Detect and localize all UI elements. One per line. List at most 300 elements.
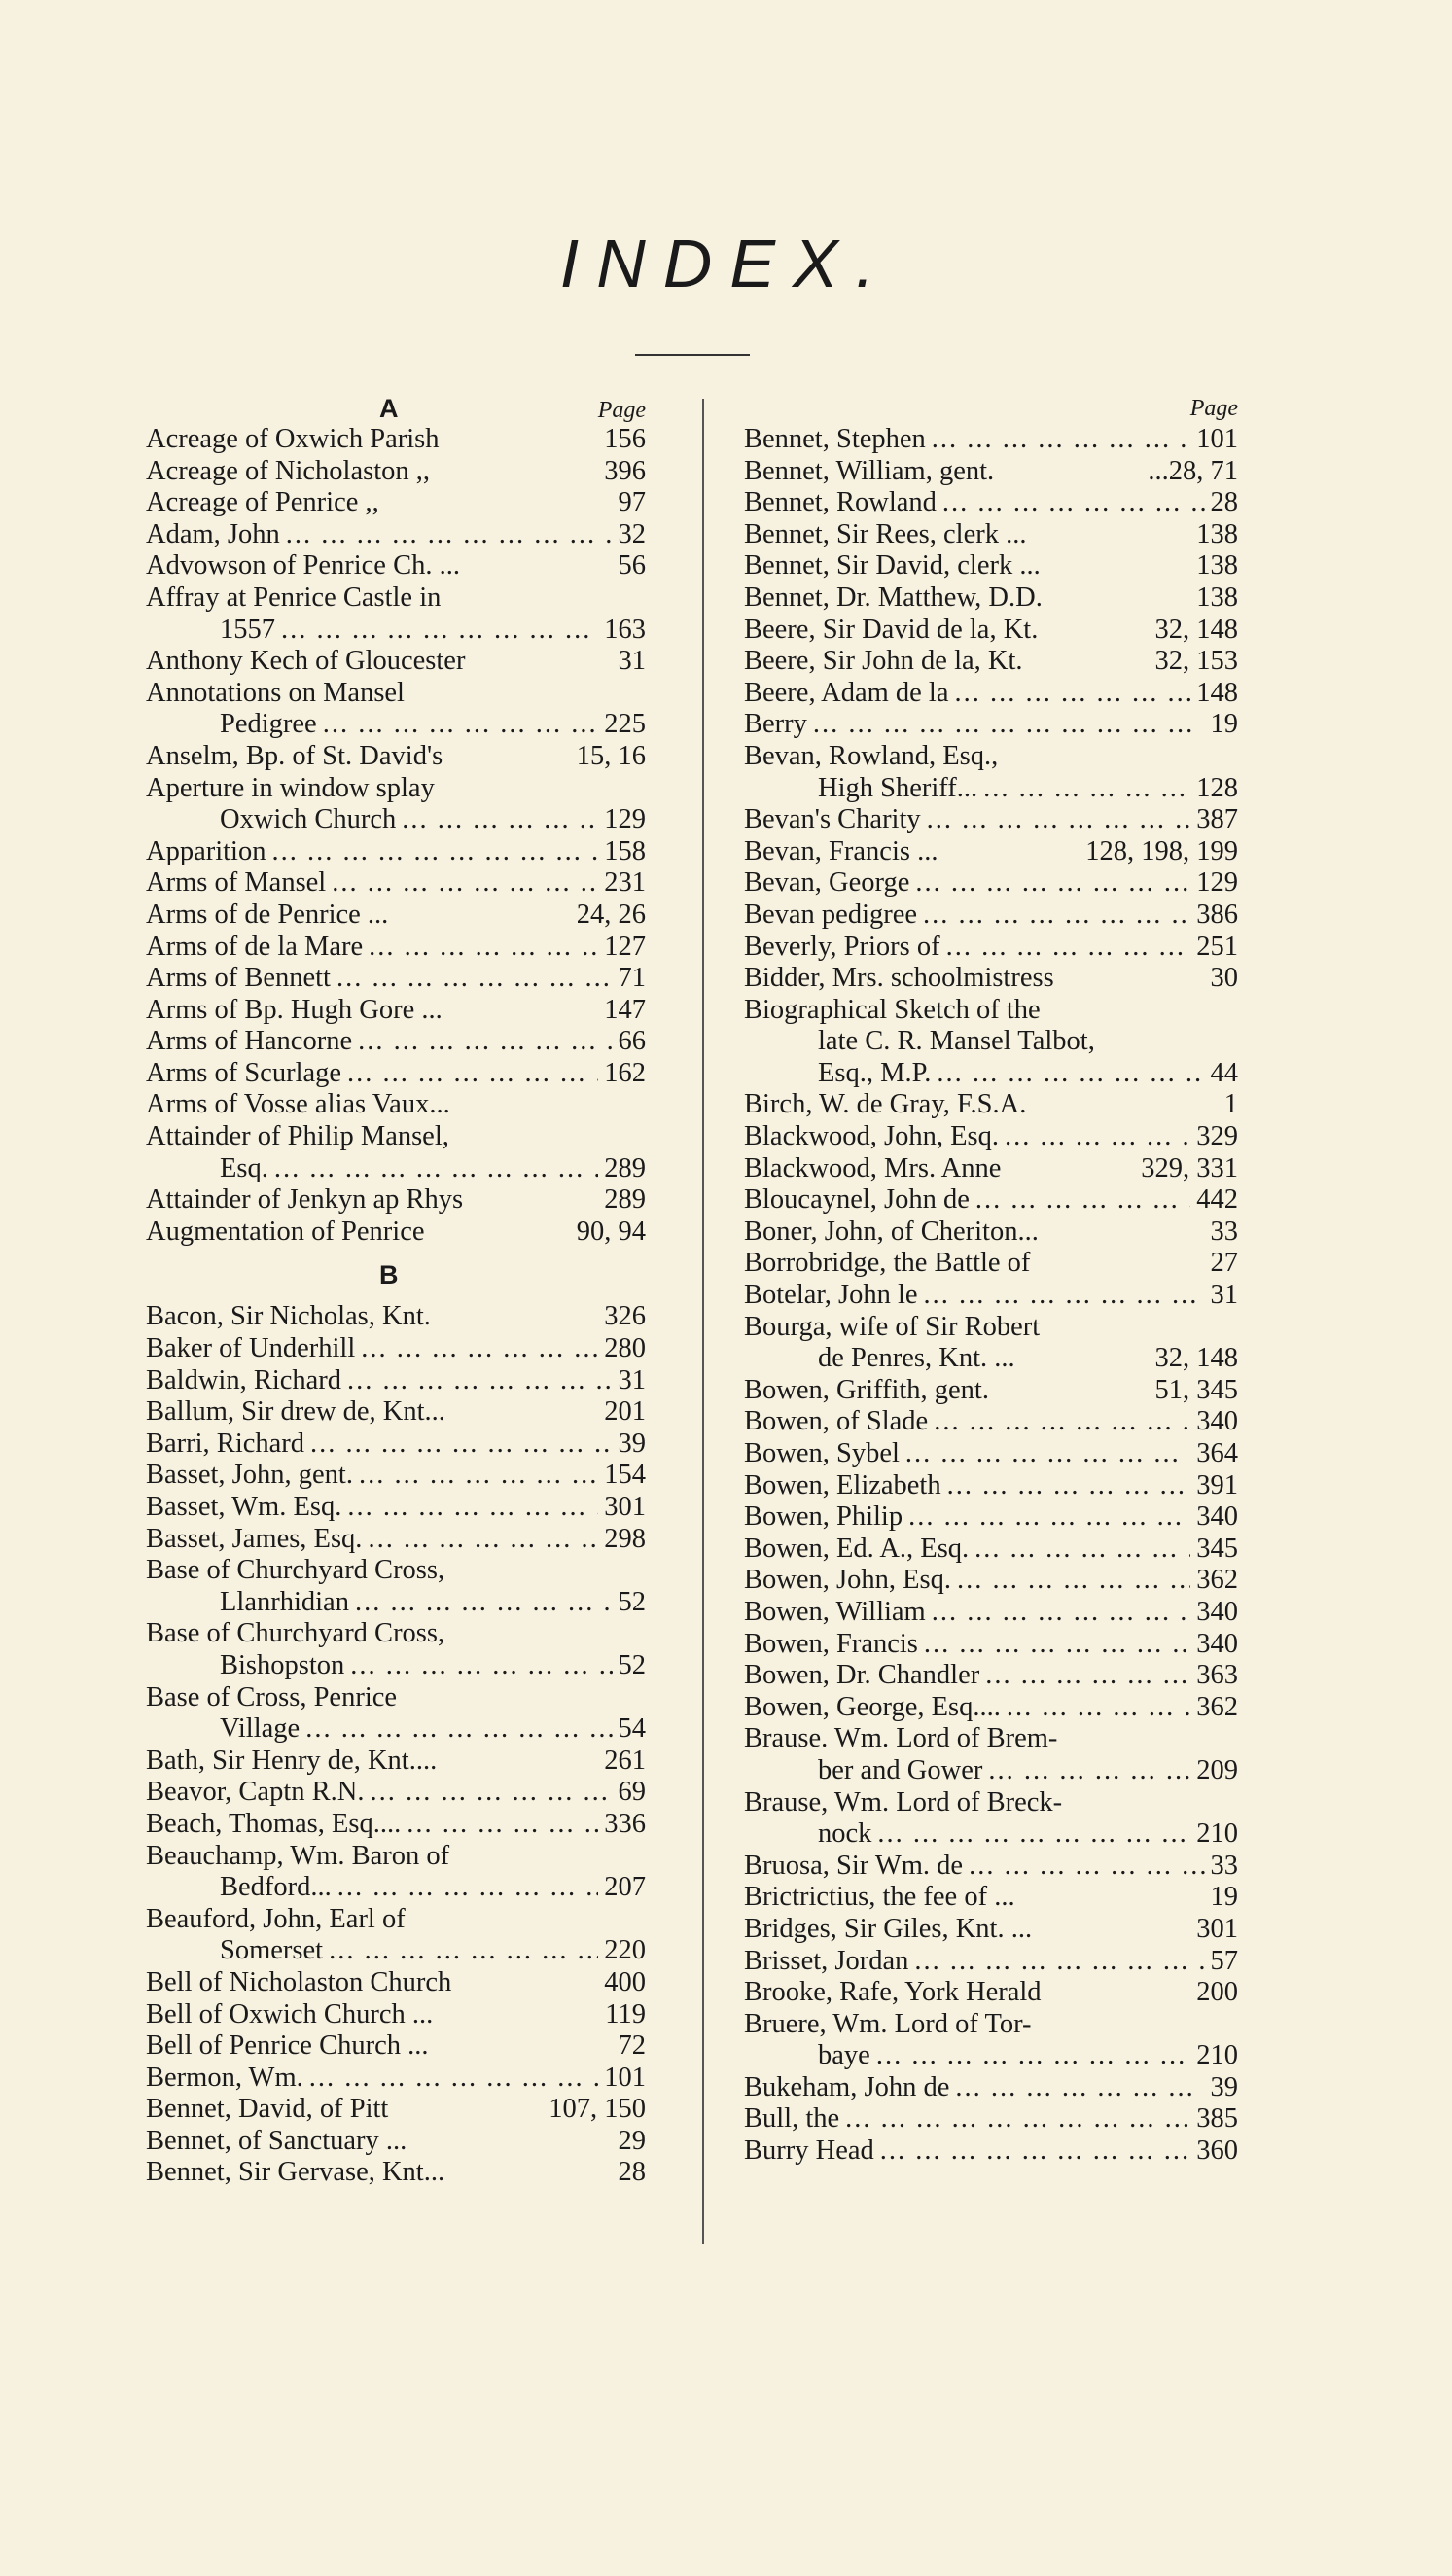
index-entry <box>146 1746 646 1778</box>
index-entry <box>744 1184 1238 1217</box>
title-rule <box>635 354 750 356</box>
right-column-header <box>744 393 1238 424</box>
leader-dots <box>402 804 598 836</box>
index-entry <box>146 1396 646 1429</box>
entry-page: 90, 94 <box>576 1216 646 1247</box>
index-entry <box>744 1787 1238 1819</box>
index-entry <box>146 1682 646 1714</box>
entry-text: Bevan, Rowland, Esq., <box>744 740 999 771</box>
entry-page: 27 <box>1210 1248 1238 1279</box>
entry-text: Baker of Underhill <box>146 1333 356 1364</box>
leader-dots <box>337 1872 598 1904</box>
index-entry <box>146 1026 646 1058</box>
entry-text: Arms of de la Mare <box>146 931 364 962</box>
index-entry <box>744 1375 1238 1407</box>
entry-text: Beere, Sir David de la, Kt. <box>744 614 1039 645</box>
entry-page: 336 <box>604 1808 646 1839</box>
leader-dots <box>988 1755 1190 1787</box>
index-entry <box>744 836 1238 868</box>
entry-page: 345 <box>1196 1533 1238 1564</box>
entry-page: 225 <box>604 709 646 740</box>
entry-page: 289 <box>604 1152 646 1183</box>
index-entry <box>744 804 1238 836</box>
leader-dots <box>350 1650 612 1682</box>
entry-text: Barri, Richard <box>146 1428 305 1459</box>
index-entry <box>146 582 646 615</box>
index-entry <box>744 550 1238 582</box>
entry-text: Bedford... <box>220 1872 332 1903</box>
entry-page: 51, 345 <box>1154 1374 1238 1405</box>
entry-text: Esq. <box>220 1152 268 1183</box>
leader-dots <box>347 1492 598 1524</box>
entry-page: 301 <box>1196 1913 1238 1944</box>
index-entry <box>146 1872 646 1904</box>
leader-dots <box>329 1935 598 1967</box>
leader-dots <box>975 1184 1190 1217</box>
index-entry <box>146 615 646 647</box>
left-column <box>146 393 646 2189</box>
entry-page: 72 <box>618 2030 646 2062</box>
index-entry <box>744 2135 1238 2168</box>
index-entry <box>146 2030 646 2063</box>
entry-page: 340 <box>1196 1406 1238 1437</box>
leader-dots <box>336 963 613 995</box>
leader-dots <box>368 1524 598 1556</box>
entry-text: Basset, John, gent. <box>146 1460 353 1491</box>
leader-dots <box>359 1460 598 1492</box>
entry-text: Beverly, Priors of <box>744 931 940 962</box>
entry-page: 340 <box>1196 1628 1238 1659</box>
index-entry <box>744 1280 1238 1312</box>
entry-page: 19 <box>1210 1882 1238 1913</box>
entry-text: Acreage of Oxwich Parish <box>146 424 440 454</box>
index-entry <box>744 963 1238 995</box>
index-entry <box>146 963 646 995</box>
index-entry <box>744 1121 1238 1153</box>
leader-dots <box>905 1438 1190 1470</box>
entry-page: 138 <box>1196 582 1238 613</box>
entry-text: Attainder of Philip Mansel, <box>146 1121 449 1152</box>
entry-text: Bruosa, Sir Wm. de <box>744 1850 964 1881</box>
entry-text: Biographical Sketch of the <box>744 994 1041 1025</box>
entry-text: Bowen, Ed. A., Esq. <box>744 1533 970 1564</box>
entry-page: 209 <box>1196 1754 1238 1785</box>
leader-dots <box>946 932 1191 964</box>
entry-page: 29 <box>618 2125 646 2156</box>
leader-dots <box>969 1851 1204 1883</box>
entry-text: Beere, Adam de la <box>744 677 949 708</box>
leader-dots <box>369 932 598 964</box>
index-entry <box>146 1121 646 1153</box>
entry-text: Brooke, Rafe, York Herald <box>744 1977 1042 2008</box>
entry-text: Berry <box>744 709 807 740</box>
entry-page: 400 <box>604 1966 646 1997</box>
index-entry <box>146 1524 646 1556</box>
leader-dots <box>927 804 1191 836</box>
index-entry <box>744 709 1238 741</box>
index-entry <box>146 900 646 932</box>
index-entry <box>146 1153 646 1185</box>
entry-page: 31 <box>618 1364 646 1395</box>
index-entry <box>146 1841 646 1873</box>
leader-dots <box>923 900 1190 932</box>
entry-page: 251 <box>1196 931 1238 962</box>
index-entry <box>146 2094 646 2126</box>
leader-dots <box>983 773 1190 805</box>
index-entry <box>146 773 646 805</box>
index-entry <box>146 1460 646 1492</box>
index-entry <box>744 1946 1238 1978</box>
index-entry <box>744 2072 1238 2104</box>
entry-page: 69 <box>618 1777 646 1808</box>
entry-text: Arms of de Penrice ... <box>146 899 389 930</box>
index-entry <box>146 456 646 488</box>
leader-dots <box>1007 1692 1190 1724</box>
entry-page: 386 <box>1196 899 1238 930</box>
entry-page: 128 <box>1196 772 1238 803</box>
entry-page: 261 <box>604 1745 646 1776</box>
index-entry <box>744 773 1238 805</box>
column-divider <box>702 399 704 2244</box>
index-entry <box>744 615 1238 647</box>
entry-text: Esq., M.P. <box>818 1057 932 1088</box>
leader-dots <box>957 1565 1190 1597</box>
index-entry <box>146 487 646 519</box>
entry-text: nock <box>818 1818 872 1850</box>
leader-dots <box>924 1280 1205 1312</box>
entry-page: 129 <box>1196 867 1238 899</box>
index-entry <box>744 1534 1238 1566</box>
index-entry <box>146 646 646 678</box>
leader-dots <box>877 1818 1190 1851</box>
entry-page: 28 <box>618 2157 646 2188</box>
entry-page: 364 <box>1196 1438 1238 1468</box>
entry-page: 119 <box>605 1998 646 2029</box>
entry-page: 56 <box>618 550 646 582</box>
entry-text: Apparition <box>146 835 266 866</box>
page-label: Page <box>1189 396 1238 421</box>
entry-page: 33 <box>1210 1850 1238 1881</box>
entry-text: Borrobridge, the Battle of <box>744 1248 1031 1279</box>
index-entry <box>744 1660 1238 1692</box>
index-entry <box>146 1184 646 1217</box>
leader-dots <box>845 2103 1190 2135</box>
leader-dots <box>347 1058 598 1090</box>
entry-text: Augmentation of Penrice <box>146 1216 425 1247</box>
leader-dots <box>974 1534 1190 1566</box>
entry-page: 329, 331 <box>1141 1152 1238 1183</box>
entry-page: 101 <box>1196 424 1238 454</box>
entry-page: 71 <box>618 963 646 994</box>
entry-text: High Sheriff... <box>818 772 978 803</box>
index-entry <box>744 1882 1238 1914</box>
index-entry <box>146 995 646 1027</box>
entry-text: Bourga, wife of Sir Robert <box>744 1311 1041 1342</box>
entry-text: Bidder, Mrs. schoolmistress <box>744 963 1054 994</box>
entry-page: 301 <box>604 1492 646 1522</box>
entry-text: Bowen, Griffith, gent. <box>744 1374 989 1405</box>
entry-text: Basset, Wm. Esq. <box>146 1492 342 1522</box>
leader-dots <box>332 867 598 900</box>
entry-page: 329 <box>1196 1121 1238 1152</box>
index-entry <box>744 900 1238 932</box>
entry-text: Bowen, of Slade <box>744 1406 929 1437</box>
leader-dots <box>1005 1121 1190 1153</box>
entry-page: 19 <box>1210 709 1238 740</box>
entry-page: 101 <box>604 2062 646 2093</box>
entry-text: Bruere, Wm. Lord of Tor- <box>744 2008 1032 2039</box>
leader-dots <box>880 2135 1191 2168</box>
entry-page: 163 <box>604 614 646 645</box>
entry-text: Somerset <box>220 1935 324 1966</box>
index-entry <box>744 932 1238 964</box>
entry-page: 138 <box>1196 550 1238 582</box>
entry-page: 340 <box>1196 1501 1238 1533</box>
index-entry <box>146 1935 646 1967</box>
entry-text: Bennet, Stephen <box>744 424 926 454</box>
index-entry <box>744 2040 1238 2072</box>
index-entry <box>744 2103 1238 2135</box>
entry-text: Bennet, of Sanctuary ... <box>146 2125 407 2156</box>
index-entry <box>744 1723 1238 1755</box>
leader-dots <box>813 709 1205 741</box>
entry-page: 15, 16 <box>576 740 646 771</box>
entry-text: Bennet, David, of Pitt <box>146 2094 389 2125</box>
leader-dots <box>985 1660 1190 1692</box>
entry-text: Bowen, Philip <box>744 1501 903 1533</box>
entry-text: Annotations on Mansel <box>146 677 405 708</box>
entry-page: 33 <box>1210 1216 1238 1247</box>
entry-text: Arms of Bp. Hugh Gore ... <box>146 994 443 1025</box>
leader-dots <box>908 1501 1190 1534</box>
index-entry <box>146 1809 646 1841</box>
leader-dots <box>955 678 1191 710</box>
leader-dots <box>924 1629 1190 1661</box>
entry-text: Bowen, George, Esq.... <box>744 1691 1001 1722</box>
entry-text: Bennet, William, gent. <box>744 455 995 486</box>
entry-text: ber and Gower <box>818 1754 983 1785</box>
index-entry <box>744 741 1238 773</box>
index-entry <box>146 867 646 900</box>
index-entry <box>146 1365 646 1397</box>
entry-text: Pedigree <box>220 709 317 740</box>
index-entry <box>744 1914 1238 1946</box>
entry-text: Bell of Oxwich Church ... <box>146 1998 434 2029</box>
index-entry <box>146 1555 646 1587</box>
leader-dots <box>358 1026 612 1058</box>
entry-text: Bevan, George <box>744 867 910 899</box>
index-entry <box>744 1343 1238 1375</box>
left-column-header <box>146 393 646 424</box>
entry-page: 326 <box>604 1301 646 1332</box>
page-title: INDEX. <box>559 226 893 301</box>
entry-text: Acreage of Penrice ,, <box>146 487 379 518</box>
entry-page: 162 <box>604 1057 646 1088</box>
entry-page: 57 <box>1210 1945 1238 1976</box>
entry-text: Base of Cross, Penrice <box>146 1681 398 1712</box>
entry-page: 158 <box>604 835 646 866</box>
leader-dots <box>932 424 1190 456</box>
leader-dots <box>310 1429 612 1461</box>
index-entry <box>744 1438 1238 1470</box>
entry-text: Bowen, Sybel <box>744 1438 900 1468</box>
entry-page: 54 <box>618 1713 646 1745</box>
entry-text: Bowen, William <box>744 1596 926 1627</box>
leader-dots <box>305 1713 612 1746</box>
entry-text: Beach, Thomas, Esq.... <box>146 1808 402 1839</box>
entry-page: 52 <box>618 1586 646 1617</box>
entry-page: 128, 198, 199 <box>1085 835 1238 866</box>
entry-text: Bevan pedigree <box>744 899 918 930</box>
entry-page: 66 <box>618 1026 646 1057</box>
entry-page: 31 <box>618 646 646 677</box>
entry-text: Brisset, Jordan <box>744 1945 909 1976</box>
entry-page: 32, 153 <box>1154 646 1238 677</box>
section-b-entries <box>146 1301 646 2189</box>
leader-dots <box>934 1406 1190 1438</box>
right-entries <box>744 424 1238 2168</box>
section-a-entries <box>146 424 646 1248</box>
index-entry <box>744 1217 1238 1249</box>
leader-dots <box>370 1777 612 1809</box>
page-label: Page <box>597 398 646 423</box>
entry-page: 210 <box>1196 2040 1238 2071</box>
entry-text: baye <box>818 2040 870 2071</box>
entry-page: 24, 26 <box>576 899 646 930</box>
entry-text: Llanrhidian <box>220 1586 349 1617</box>
entry-text: Burry Head <box>744 2135 874 2167</box>
entry-text: Bacon, Sir Nicholas, Knt. <box>146 1301 431 1332</box>
entry-text: Arms of Mansel <box>146 867 327 899</box>
index-entry <box>146 1587 646 1619</box>
entry-text: Brictrictius, the fee of ... <box>744 1882 1015 1913</box>
entry-text: Arms of Hancorne <box>146 1026 353 1057</box>
leader-dots <box>915 867 1190 900</box>
index-entry <box>744 487 1238 519</box>
entry-page: 442 <box>1196 1184 1238 1216</box>
index-entry <box>744 1058 1238 1090</box>
index-entry <box>744 1089 1238 1121</box>
leader-dots <box>947 1470 1191 1502</box>
entry-text: Beauford, John, Earl of <box>146 1903 406 1934</box>
leader-dots <box>347 1365 612 1397</box>
entry-page: 52 <box>618 1649 646 1680</box>
index-entry <box>146 2157 646 2189</box>
entry-text: Oxwich Church <box>220 804 397 835</box>
entry-text: Bridges, Sir Giles, Knt. ... <box>744 1913 1033 1944</box>
entry-page: 201 <box>604 1396 646 1428</box>
entry-text: Arms of Vosse alias Vaux... <box>146 1089 450 1120</box>
index-entry <box>146 1777 646 1809</box>
index-entry <box>744 1026 1238 1058</box>
entry-page: 360 <box>1196 2135 1238 2167</box>
entry-page: 362 <box>1196 1691 1238 1722</box>
entry-page: 396 <box>604 455 646 486</box>
entry-text: Base of Churchyard Cross, <box>146 1618 445 1649</box>
index-entry <box>744 1565 1238 1597</box>
leader-dots <box>914 1946 1204 1978</box>
entry-text: Beere, Sir John de la, Kt. <box>744 646 1023 677</box>
index-entry <box>146 1217 646 1249</box>
entry-page: 210 <box>1196 1818 1238 1850</box>
entry-page: 156 <box>604 424 646 454</box>
entry-text: Adam, John <box>146 518 280 549</box>
entry-text: Brause, Wm. Lord of Breck- <box>744 1786 1063 1817</box>
entry-text: Acreage of Nicholaston ,, <box>146 455 431 486</box>
entry-text: de Penres, Knt. ... <box>818 1343 1015 1374</box>
entry-text: Attainder of Jenkyn ap Rhys <box>146 1184 464 1216</box>
entry-text: Bath, Sir Henry de, Knt.... <box>146 1745 438 1776</box>
index-entry <box>146 836 646 868</box>
index-entry <box>146 741 646 773</box>
index-entry <box>744 1977 1238 2009</box>
entry-page: 220 <box>604 1935 646 1966</box>
index-entry <box>146 709 646 741</box>
index-entry <box>146 424 646 456</box>
entry-page: 387 <box>1196 804 1238 835</box>
entry-text: Bowen, John, Esq. <box>744 1565 951 1596</box>
entry-text: Advowson of Penrice Ch. ... <box>146 550 460 582</box>
index-entry <box>146 2126 646 2158</box>
entry-text: Base of Churchyard Cross, <box>146 1555 445 1586</box>
leader-dots <box>361 1333 598 1365</box>
index-entry <box>146 932 646 964</box>
entry-text: Bennet, Sir Rees, clerk ... <box>744 518 1027 549</box>
entry-text: Boner, John, of Cheriton... <box>744 1216 1039 1247</box>
entry-text: Blackwood, John, Esq. <box>744 1121 1000 1152</box>
entry-text: Affray at Penrice Castle in <box>146 582 442 613</box>
entry-text: Bell of Nicholaston Church <box>146 1966 452 1997</box>
entry-page: 154 <box>604 1460 646 1491</box>
entry-page: 129 <box>604 804 646 835</box>
index-entry <box>744 1312 1238 1344</box>
index-entry <box>744 1818 1238 1851</box>
index-entry <box>146 519 646 551</box>
leader-dots <box>955 2072 1204 2104</box>
entry-text: Bowen, Francis <box>744 1628 918 1659</box>
entry-text: Bowen, Elizabeth <box>744 1469 941 1500</box>
entry-text: Bennet, Dr. Matthew, D.D. <box>744 582 1043 613</box>
entry-text: Basset, James, Esq. <box>146 1523 363 1554</box>
entry-page: 31 <box>1210 1280 1238 1311</box>
entry-text: Bevan's Charity <box>744 804 921 835</box>
section-letter-b: B <box>379 1259 399 1289</box>
leader-dots <box>407 1809 598 1841</box>
entry-page: 44 <box>1210 1057 1238 1088</box>
index-entry <box>146 1429 646 1461</box>
entry-page: 391 <box>1196 1469 1238 1500</box>
index-entry <box>146 1713 646 1746</box>
entry-text: Birch, W. de Gray, F.S.A. <box>744 1089 1027 1120</box>
entry-text: Bennet, Sir Gervase, Knt... <box>146 2157 445 2188</box>
index-entry <box>146 1904 646 1936</box>
entry-page: 385 <box>1196 2103 1238 2135</box>
entry-text: Anselm, Bp. of St. David's <box>146 740 443 771</box>
entry-page: 127 <box>604 931 646 962</box>
entry-page: 28 <box>1210 487 1238 518</box>
entry-text: Bloucaynel, John de <box>744 1184 970 1216</box>
entry-text: Baldwin, Richard <box>146 1364 342 1395</box>
index-entry <box>146 1650 646 1682</box>
leader-dots <box>937 1058 1204 1090</box>
section-letter-a: A <box>379 394 399 423</box>
index-entry <box>744 1470 1238 1502</box>
leader-dots <box>942 487 1205 519</box>
index-entry <box>744 456 1238 488</box>
index-entry <box>146 550 646 582</box>
entry-text: Beauchamp, Wm. Baron of <box>146 1840 450 1871</box>
entry-text: Bennet, Sir David, clerk ... <box>744 550 1041 582</box>
